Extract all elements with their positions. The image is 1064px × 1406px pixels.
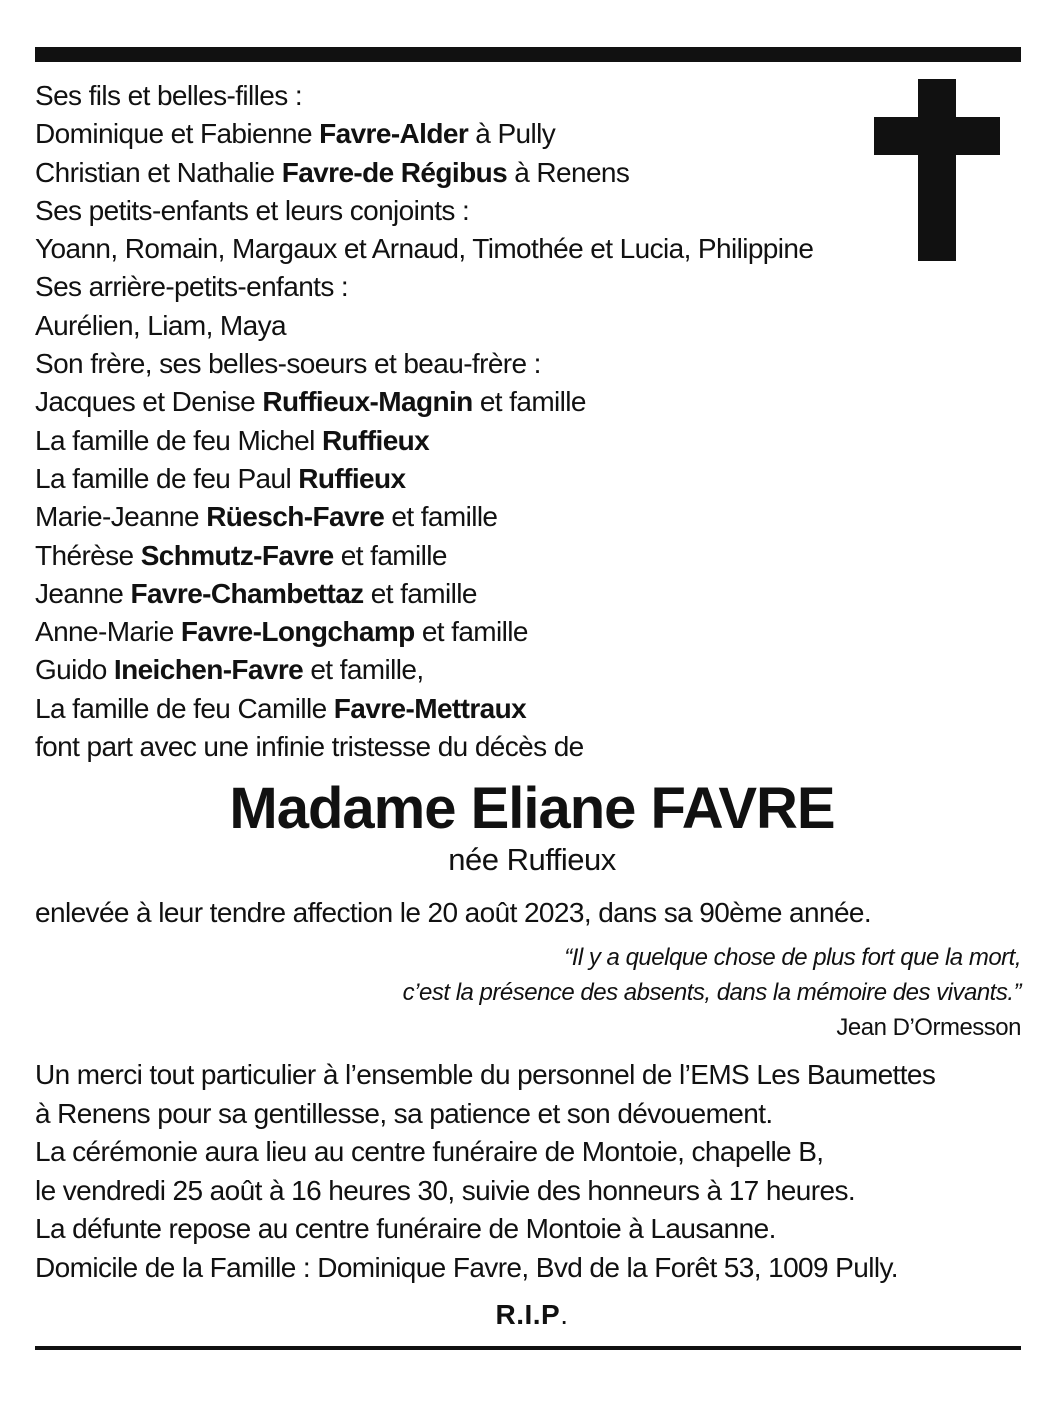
family-text: et famille, xyxy=(303,654,424,686)
family-line xyxy=(35,460,915,498)
family-text: Ses arrière-petits-enfants : xyxy=(35,271,349,303)
family-text: à Renens xyxy=(507,156,630,188)
family-text: Jeanne xyxy=(35,577,131,609)
quote xyxy=(403,940,1021,1010)
family-text: et famille xyxy=(384,501,498,533)
closing-line: Un merci tout particulier à l’ensemble du personnel de l’EMS Les Baumettes xyxy=(35,1059,936,1090)
family-line xyxy=(35,651,915,689)
family-text: La famille de feu Michel xyxy=(35,424,322,456)
closing-line: à Renens pour sa gentillesse, sa patience et son dévouement. xyxy=(35,1097,773,1129)
family-line xyxy=(35,345,915,383)
family-line xyxy=(35,230,915,268)
family-text: Aurélien, Liam, Maya xyxy=(35,309,287,341)
family-line xyxy=(35,728,915,766)
deceased-name: Madame Eliane FAVRE xyxy=(229,776,835,841)
family-text: Anne-Marie xyxy=(35,616,181,648)
closing-line: Domicile de la Famille : Dominique Favre, Bvd de la Forêt 53, 1009 Pully. xyxy=(35,1251,898,1283)
family-text: Son frère, ses belles-soeurs et beau-frère : xyxy=(35,348,541,380)
family-surname: Ruffieux xyxy=(321,424,430,456)
family-surname: Schmutz-Favre xyxy=(140,539,334,571)
family-line xyxy=(35,498,915,536)
family-line xyxy=(35,690,915,728)
death-announcement: enlevée à leur tendre affection le 20 août 2023, dans sa 90ème année. xyxy=(35,897,872,928)
family-line xyxy=(35,422,915,460)
family-text: et famille xyxy=(472,386,586,418)
maiden-name: née Ruffieux xyxy=(448,842,616,877)
family-text: Marie-Jeanne xyxy=(35,501,207,533)
cross-vertical-bar xyxy=(918,79,956,261)
closing-line: La cérémonie aura lieu au centre funéraire de Montoie, chapelle B, xyxy=(35,1136,824,1167)
family-surname: Favre-Alder xyxy=(319,118,469,150)
family-surname: Ineichen-Favre xyxy=(113,654,304,686)
quote-author: Jean D’Ormesson xyxy=(836,1014,1021,1041)
rip-suffix: . xyxy=(560,1299,569,1330)
family-list xyxy=(35,77,915,766)
family-surname: Favre-Longchamp xyxy=(180,616,415,648)
family-text: La famille de feu Paul xyxy=(35,462,299,494)
closing-text xyxy=(35,1056,1025,1287)
family-text: Yoann, Romain, Margaux et Arnaud, Timothée et Lucia, Philippine xyxy=(35,233,814,265)
family-line xyxy=(35,268,915,306)
top-rule xyxy=(35,47,1021,62)
family-text: Christian et Nathalie xyxy=(35,156,282,188)
family-line xyxy=(35,154,915,192)
quote-line-1: “Il y a quelque chose de plus fort que la mort, xyxy=(564,944,1021,971)
quote-line-2: c’est la présence des absents, dans la mémoire des vivants.” xyxy=(402,979,1021,1006)
family-text: et famille xyxy=(363,577,477,609)
family-surname: Ruffieux-Magnin xyxy=(262,386,473,418)
family-surname: Favre-Mettraux xyxy=(333,692,527,724)
family-text: et famille xyxy=(333,539,447,571)
family-line xyxy=(35,307,915,345)
family-text: Ses fils et belles-filles : xyxy=(35,80,303,111)
family-text: à Pully xyxy=(468,118,556,150)
family-line xyxy=(35,575,915,613)
family-surname: Favre-de Régibus xyxy=(281,156,508,188)
closing-line: le vendredi 25 août à 16 heures 30, suivie des honneurs à 17 heures. xyxy=(35,1174,856,1206)
family-line xyxy=(35,115,915,153)
family-line xyxy=(35,192,915,230)
family-text: Thérèse xyxy=(35,539,141,571)
rip-text xyxy=(0,1296,1064,1334)
family-line xyxy=(35,383,915,421)
family-surname: Favre-Chambettaz xyxy=(130,577,364,609)
family-text: Guido xyxy=(35,654,114,686)
bottom-rule xyxy=(35,1346,1021,1350)
rip-bold: R.I.P xyxy=(495,1299,561,1330)
family-text: La famille de feu Camille xyxy=(35,692,334,724)
family-text: et famille xyxy=(414,616,528,648)
family-text: font part avec une infinie tristesse du décès de xyxy=(35,731,584,763)
family-text: Ses petits-enfants et leurs conjoints : xyxy=(35,194,470,226)
family-text: Dominique et Fabienne xyxy=(35,118,320,150)
family-surname: Rüesch-Favre xyxy=(206,501,385,533)
family-surname: Ruffieux xyxy=(298,462,406,494)
family-text: Jacques et Denise xyxy=(35,386,263,418)
family-line xyxy=(35,77,915,115)
family-line xyxy=(35,613,915,651)
closing-line: La défunte repose au centre funéraire de Montoie à Lausanne. xyxy=(35,1213,776,1244)
family-line xyxy=(35,537,915,575)
